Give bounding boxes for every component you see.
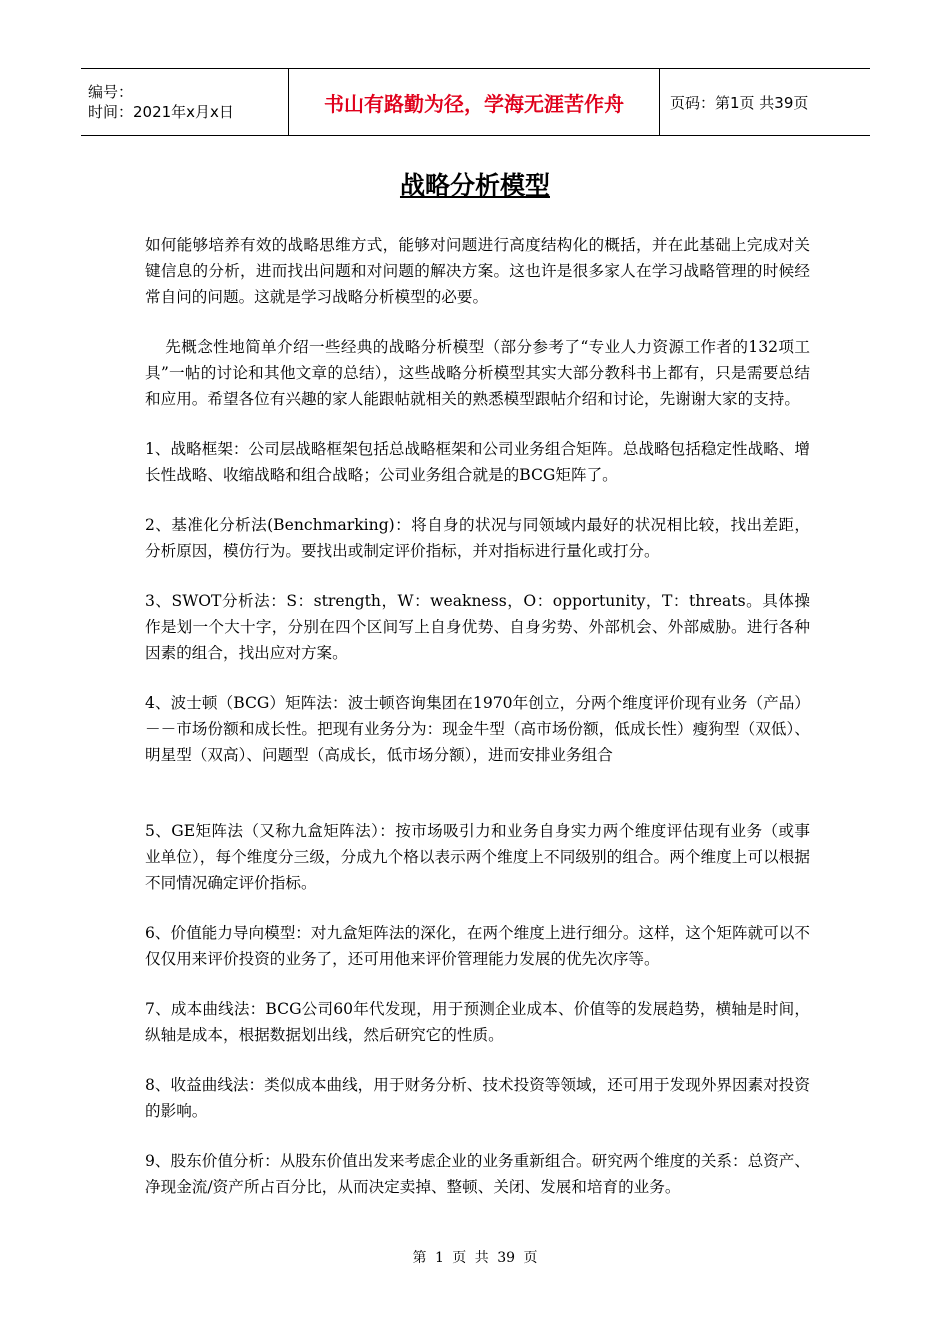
overview-paragraph: 先概念性地简单介绍一些经典的战略分析模型（部分参考了“专业人力资源工作者的132项工具”一帖的讨论和其他文章的总结），这些战略分析模型其实大部分教科书上都有，只是需要总结和应用。希望各位有兴趣的家人能跟帖就相关的熟悉模型跟帖介绍和讨论，先谢谢大家的支持。 — [145, 338, 810, 408]
model-item-8: 8、收益曲线法：类似成本曲线，用于财务分析、技术投资等领域，还可用于发现外界因素对投资的影响。 — [145, 1076, 810, 1120]
document-body — [145, 232, 810, 1224]
date-label: 时间：2021年x月x日 — [88, 103, 234, 121]
model-item-2: 2、基准化分析法(Benchmarking)：将自身的状况与同领域内最好的状况相比较，找出差距，分析原因，模仿行为。要找出或制定评价指标，并对指标进行量化或打分。 — [145, 516, 810, 560]
header-page-info: 页码：第1页 共39页 — [670, 93, 809, 112]
serial-number-label: 编号： — [88, 83, 134, 101]
intro-paragraph: 如何能够培养有效的战略思维方式，能够对问题进行高度结构化的概括，并在此基础上完成对关键信息的分析，进而找出问题和对问题的解决方案。这也许是很多家人在学习战略管理的时候经常自问的问题。这就是学习战略分析模型的必要。 — [145, 236, 810, 306]
model-item-5: 5、GE矩阵法（又称九盒矩阵法）：按市场吸引力和业务自身实力两个维度评估现有业务（或事业单位），每个维度分三级，分成九个格以表示两个维度上不同级别的组合。两个维度上可以根据不同情况确定评价指标。 — [145, 822, 810, 892]
model-item-3: 3、SWOT分析法：S：strength，W：weakness，O：opportunity，T：threats。具体操作是划一个大十字，分别在四个区间写上自身优势、自身劣势、外部机会、外部威胁。进行各种因素的组合，找出应对方案。 — [145, 592, 810, 662]
document-header — [81, 68, 870, 136]
model-item-1: 1、战略框架：公司层战略框架包括总战略框架和公司业务组合矩阵。总战略包括稳定性战略、增长性战略、收缩战略和组合战略；公司业务组合就是的BCG矩阵了。 — [145, 440, 810, 484]
page-footer: 第 1 页 共 39 页 — [412, 1250, 538, 1266]
model-item-6: 6、价值能力导向模型：对九盒矩阵法的深化，在两个维度上进行细分。这样，这个矩阵就可以不仅仅用来评价投资的业务了，还可用他来评价管理能力发展的优先次序等。 — [145, 924, 810, 968]
header-meta-cell — [81, 69, 289, 136]
header-motto: 书山有路勤为径，学海无涯苦作舟 — [289, 69, 660, 136]
model-item-9: 9、股东价值分析：从股东价值出发来考虑企业的业务重新组合。研究两个维度的关系：总资产、净现金流/资产所占百分比，从而决定卖掉、整顿、关闭、发展和培育的业务。 — [145, 1152, 810, 1196]
document-title: 战略分析模型 — [399, 171, 550, 200]
model-item-7: 7、成本曲线法：BCG公司60年代发现，用于预测企业成本、价值等的发展趋势，横轴是时间，纵轴是成本，根据数据划出线，然后研究它的性质。 — [145, 1000, 810, 1044]
model-item-4: 4、波士顿（BCG）矩阵法：波士顿咨询集团在1970年创立，分两个维度评价现有业务（产品）－－市场份额和成长性。把现有业务分为：现金牛型（高市场份额，低成长性）瘦狗型（双低）、明星型（双高）、问题型（高成长，低市场分额），进而安排业务组合 — [145, 694, 810, 764]
